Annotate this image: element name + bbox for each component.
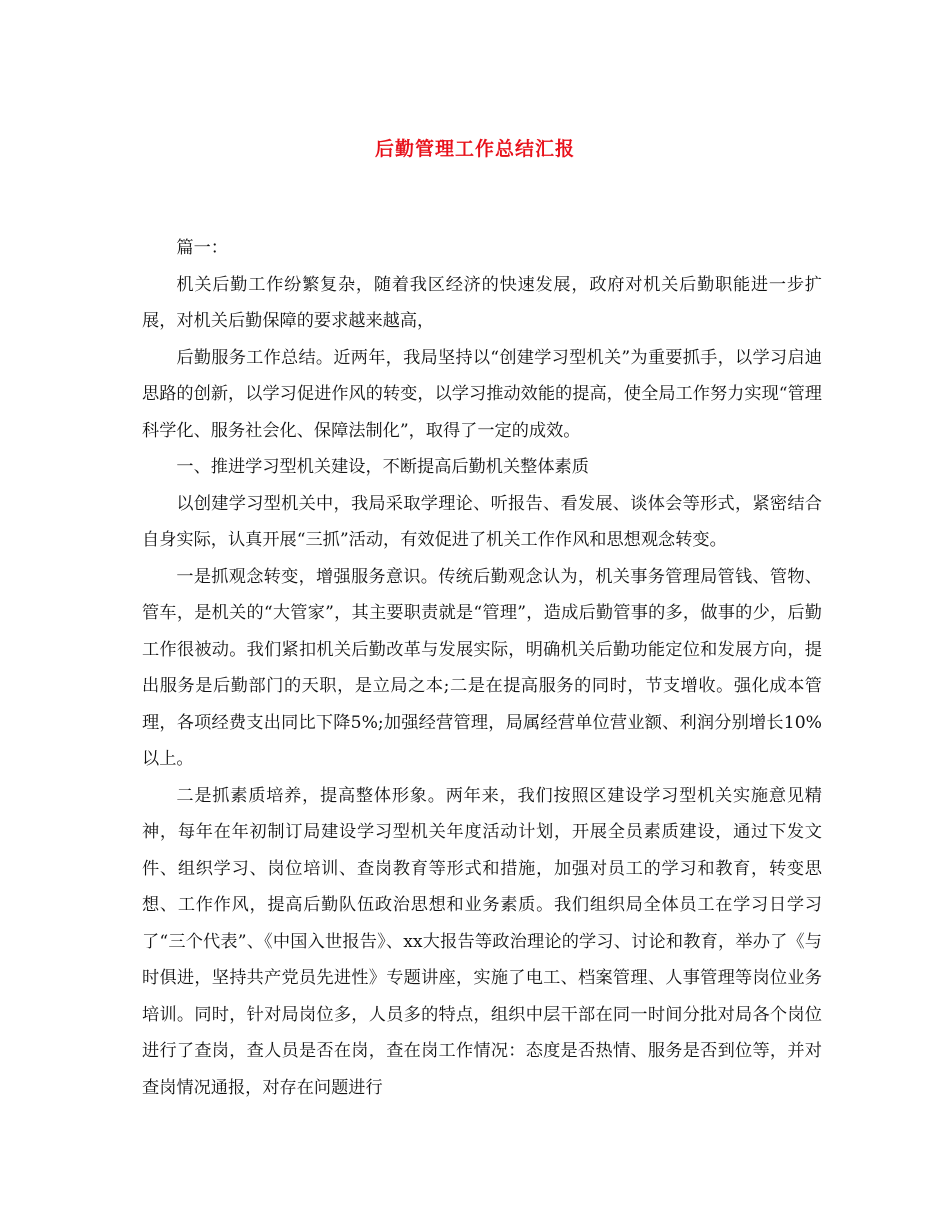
paragraph-quality-training: 二是抓素质培养，提高整体形象。两年来，我们按照区建设学习型机关实施意见精神，每年在年初制订局建设学习型机关年度活动计划，开展全员素质建设，通过下发文件、组织学习、岗位培训、查岗教育等形式和措施，加强对员工的学习和教育，转变思想、工作作风，提高后勤队伍政治思想和业务素质。我们组织局全体员工在学习日学习了“三个代表”、《中国入世报告》、xx大报告等政治理论的学习、讨论和教育，举办了《与时俱进，坚持共产党员先进性》专题讲座，实施了电工、档案管理、人事管理等岗位业务培训。同时，针对局岗位多，人员多的特点，组织中层干部在同一时间分批对局各个岗位进行了查岗，查人员是否在岗，查在岗工作情况：态度是否热情、服务是否到位等，并对查岗情况通报，对存在问题进行 — [142, 785, 822, 1098]
document-body — [142, 230, 822, 1106]
paragraph-summary: 后勤服务工作总结。近两年，我局坚持以“创建学习型机关”为重要抓手，以学习启迪思路的创新，以学习促进作风的转变，以学习推动效能的提高，使全局工作努力实现“管理科学化、服务社会化、保障法制化”，取得了一定的成效。 — [142, 347, 822, 441]
paragraph-heading-one: 一、推进学习型机关建设，不断提高后勤机关整体素质 — [176, 457, 589, 477]
paragraph-section-label: 篇一： — [176, 238, 228, 258]
paragraph-intro: 机关后勤工作纷繁复杂，随着我区经济的快速发展，政府对机关后勤职能进一步扩展，对机关后勤保障的要求越来越高， — [142, 274, 822, 331]
document-title: 后勤管理工作总结汇报 — [374, 138, 575, 160]
paragraph-concept-change: 一是抓观念转变，增强服务意识。传统后勤观念认为，机关事务管理局管钱、管物、管车，是机关的“大管家”，其主要职责就是“管理”，造成后勤管事的多，做事的少，后勤工作很被动。我们紧扣机关后勤改革与发展实际，明确机关后勤功能定位和发展方向，提出服务是后勤部门的天职，是立局之本;二是在提高服务的同时，节支增收。强化成本管理，各项经费支出同比下降5%;加强经营管理，局属经营单位营业额、利润分别增长10%以上。 — [142, 566, 822, 769]
paragraph-learning-org: 以创建学习型机关中，我局采取学理论、听报告、看发展、谈体会等形式，紧密结合自身实际，认真开展“三抓”活动，有效促进了机关工作作风和思想观念转变。 — [142, 493, 822, 550]
